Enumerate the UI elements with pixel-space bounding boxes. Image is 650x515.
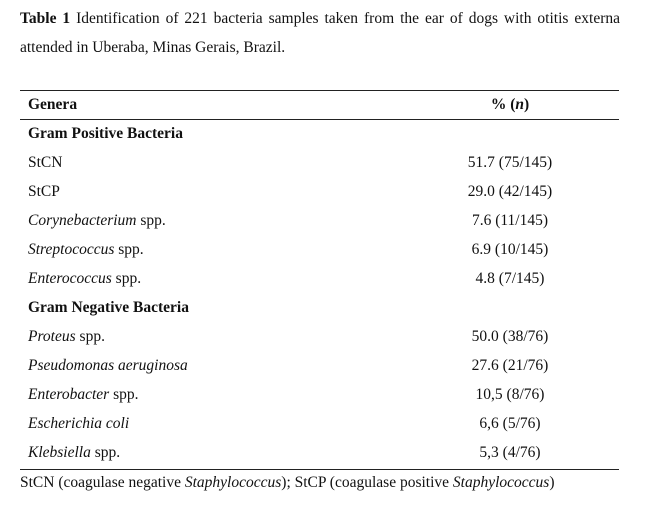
genus-suffix: spp.	[136, 212, 166, 229]
genus-name-italic: Escherichia coli	[28, 415, 130, 432]
genus-cell	[28, 235, 144, 264]
genus-name-italic: Enterobacter	[28, 386, 110, 403]
group-row-gram-positive	[20, 119, 619, 148]
genus-cell	[28, 177, 60, 206]
genus-cell	[28, 438, 120, 467]
percent-cell: 50.0 (38/76)	[471, 328, 549, 345]
group-title: Gram Negative Bacteria	[28, 299, 189, 316]
footnote-part: ); StCP (coagulase positive	[281, 474, 453, 491]
genus-name-italic: Proteus	[28, 328, 76, 345]
genus-cell	[28, 380, 139, 409]
caption-text: Identification of 221 bacteria samples taken from the ear of dogs with otitis externa attended in Uberaba, Minas Gerais, Brazil.	[20, 10, 620, 56]
header-percent-n: n	[515, 96, 524, 113]
table-row	[20, 148, 619, 177]
table-row	[20, 235, 619, 264]
group-row-gram-negative	[20, 293, 619, 322]
genus-name-italic: Pseudomonas aeruginosa	[28, 357, 188, 374]
table-row	[20, 322, 619, 351]
genus-suffix: spp.	[90, 444, 121, 461]
genus-cell	[28, 206, 166, 235]
table-row	[20, 351, 619, 380]
table-row	[20, 438, 619, 467]
percent-cell: 10,5 (8/76)	[475, 386, 545, 403]
genus-cell	[28, 322, 105, 351]
genus-name-italic: Corynebacterium	[28, 212, 137, 229]
table-row	[20, 380, 619, 409]
header-percent	[450, 90, 570, 119]
header-percent-prefix: % (	[490, 96, 516, 113]
percent-cell: 7.6 (11/145)	[471, 212, 549, 229]
percent-cell: 5,3 (4/76)	[479, 444, 541, 461]
table-footnote	[20, 470, 555, 496]
genus-name-italic: Streptococcus	[28, 241, 115, 258]
table-caption	[20, 4, 620, 62]
header-genera: Genera	[28, 96, 78, 113]
genus-cell	[28, 351, 188, 380]
genus-cell	[28, 148, 62, 177]
genus-name: StCN	[28, 154, 63, 171]
table-row	[20, 177, 619, 206]
genus-suffix: spp.	[111, 270, 142, 287]
footnote-italic: Staphylococcus	[452, 474, 550, 491]
genus-name-italic: Klebsiella	[28, 444, 91, 461]
table-row	[20, 409, 619, 438]
percent-cell: 6.9 (10/145)	[471, 241, 549, 258]
table-row	[20, 264, 619, 293]
genus-name-italic: Enterococcus	[28, 270, 112, 287]
percent-cell: 29.0 (42/145)	[467, 183, 553, 200]
genus-suffix: spp.	[114, 241, 144, 258]
footnote-part: StCN (coagulase negative	[20, 474, 185, 491]
footnote-italic: Staphylococcus	[184, 474, 282, 491]
table-header-row	[20, 90, 619, 119]
percent-cell: 27.6 (21/76)	[471, 357, 549, 374]
genus-suffix: spp.	[109, 386, 139, 403]
header-percent-suffix: )	[524, 96, 530, 113]
genus-name: StCP	[28, 183, 60, 200]
genus-suffix: spp.	[75, 328, 105, 345]
genus-cell	[28, 264, 141, 293]
group-title: Gram Positive Bacteria	[28, 125, 183, 142]
footnote-part: )	[549, 474, 555, 491]
percent-cell: 6,6 (5/76)	[479, 415, 541, 432]
genus-cell	[28, 409, 129, 438]
percent-cell: 51.7 (75/145)	[467, 154, 553, 171]
caption-label: Table 1	[20, 10, 71, 27]
percent-cell: 4.8 (7/145)	[475, 270, 545, 287]
table-row	[20, 206, 619, 235]
